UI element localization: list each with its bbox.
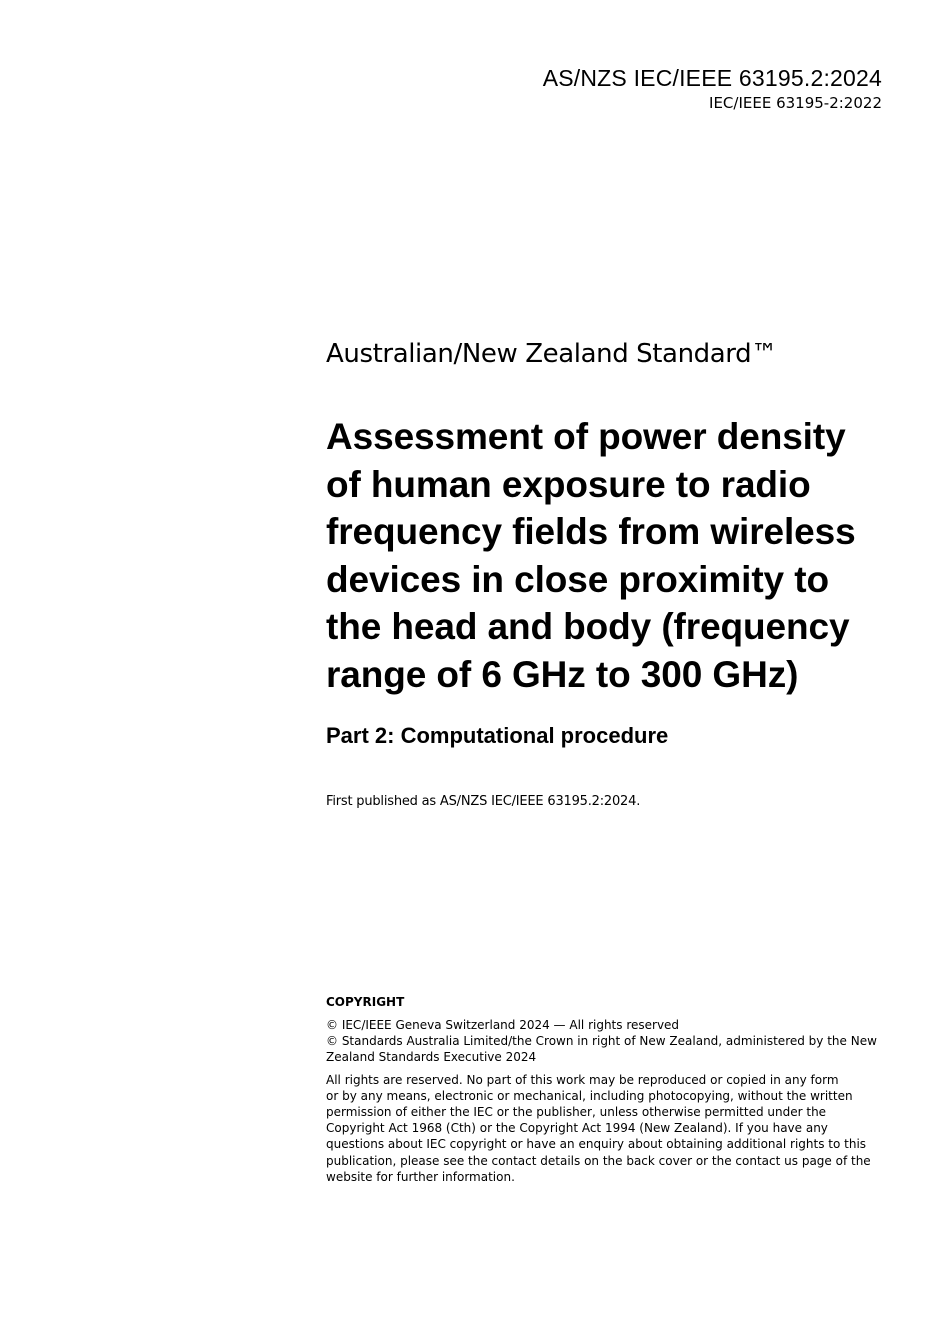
- document-part: Part 2: Computational procedure: [326, 723, 669, 748]
- copyright-holder-line: © IEC/IEEE Geneva Switzerland 2024 — All rights reserved: [326, 1018, 680, 1032]
- adopted-standard-number: IEC/IEEE 63195-2:2022: [709, 94, 882, 112]
- copyright-holders: [326, 1017, 886, 1066]
- copyright-heading: COPYRIGHT: [326, 995, 405, 1009]
- title-line: frequency fields from wireless: [326, 511, 856, 552]
- copyright-notice-line: Copyright Act 1968 (Cth) or the Copyright Act 1994 (New Zealand). If you have any: [326, 1121, 828, 1136]
- document-header: [543, 64, 882, 113]
- copyright-block: [326, 993, 886, 1185]
- copyright-notice-line: permission of either the IEC or the publisher, unless otherwise permitted under the: [326, 1105, 827, 1120]
- standard-type: Australian/New Zealand Standard™: [326, 339, 777, 369]
- copyright-notice-line: or by any means, electronic or mechanical, including photocopying, without the written: [326, 1088, 853, 1103]
- copyright-notice-line: website for further information.: [326, 1169, 515, 1184]
- copyright-notice-line: publication, please see the contact details on the back cover or the contact us page of the: [326, 1153, 871, 1168]
- copyright-notice-line: All rights are reserved. No part of this work may be reproduced or copied in any form: [326, 1072, 839, 1087]
- title-line: Assessment of power density: [326, 416, 846, 457]
- title-line: the head and body (frequency: [326, 606, 850, 647]
- copyright-notice-line: questions about IEC copyright or have an enquiry about obtaining additional rights to this: [326, 1137, 867, 1152]
- title-line: range of 6 GHz to 300 GHz): [326, 653, 799, 695]
- title-line: devices in close proximity to: [326, 558, 829, 600]
- publication-note: First published as AS/NZS IEC/IEEE 63195.2:2024.: [326, 794, 641, 809]
- title-block: [326, 337, 906, 811]
- document-title: [326, 413, 906, 698]
- title-line: of human exposure to radio: [326, 463, 811, 505]
- copyright-notice: [326, 1072, 886, 1185]
- copyright-holder-line: © Standards Australia Limited/the Crown in right of New Zealand, administered by the New: [326, 1034, 877, 1049]
- standard-number: AS/NZS IEC/IEEE 63195.2:2024: [542, 65, 882, 91]
- copyright-holder-line: Zealand Standards Executive 2024: [326, 1050, 537, 1065]
